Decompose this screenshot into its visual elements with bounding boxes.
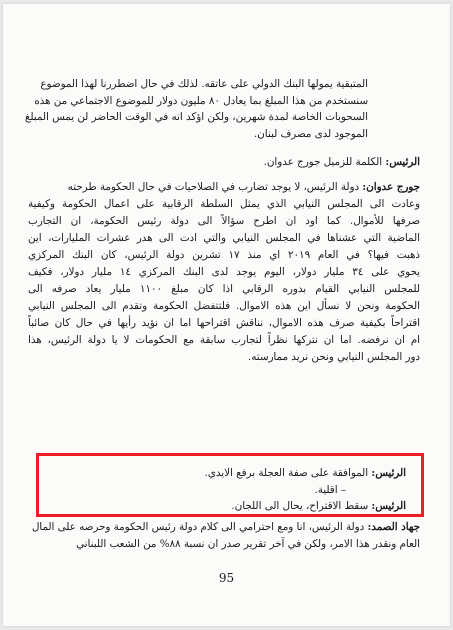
- minority-result: – اقلية.: [314, 483, 346, 496]
- text-line: ام ان نرفضه. اما ان نتركها نظراً لتجارب سابقة مع الحكومات لا يا دولة الرئيس، هذا: [28, 334, 420, 346]
- text-line: الموجود لدى مصرف لبنان.: [253, 127, 368, 140]
- paragraph-intro: [25, 76, 368, 142]
- text-line: السحوبات الخاصة لمدة شهرين، ولكن اؤكد انه في الوقت الحاضر لن يمس المبلغ: [24, 111, 368, 124]
- text-line: وعادت الى المجلس النيابي الذي يمثل السلطة الرقابية على اعمال الحكومة وكيفية: [28, 198, 420, 210]
- speaker-turn-samad: [32, 519, 420, 536]
- spacer: [28, 171, 420, 179]
- speaker-turn-adwan: [28, 179, 420, 196]
- president-turn: [205, 465, 406, 482]
- speaker-label-president: الرئيس:: [385, 156, 420, 168]
- document-page: [3, 4, 450, 626]
- text-line: العام ونقدر هذا الامر، ولكن في آخر تقرير صدر ان نسبة ٨٨% من الشعب اللبناني: [76, 537, 420, 550]
- text-line: دور المجلس النيابي ونحن نريد ممارسته.: [247, 351, 420, 363]
- speech-text: دولة الرئيس، لا يوجد تضارب في الصلاحيات في حال الحكومة طرحته: [67, 181, 360, 193]
- speaker-label-president: الرئيس:: [371, 467, 406, 479]
- speaker-label-president: الرئيس:: [371, 500, 406, 513]
- exchange-adwan: [28, 154, 420, 366]
- speech-text: دولة الرئيس، انا ومع احترامي الى كلام دولة رئيس الحكومة وحرصه على المال: [31, 521, 365, 533]
- text-line: للمجلس النيابي القيام بدوره الرقابي اذا كان مبلغ ١١٠٠ مليار يعاد صرفه الى: [28, 283, 420, 295]
- page-number: 95: [218, 571, 235, 585]
- president-turn: [205, 498, 406, 515]
- text-line: الماضية التي عشناها في المجلس النيابي والتي ادت الى هدر عشرات المليارات، اين: [28, 232, 420, 244]
- speech-text: الموافقة على صفة العجلة برفع الايدي.: [204, 467, 369, 479]
- text-line: الحكومة ونحن لا نسأل اين هذه الاموال. فلتتفضل الحكومة وتقدم الى المجلس النيابي: [28, 300, 420, 312]
- vote-section: [205, 465, 406, 515]
- speaker-label-samad: جهاد الصمد:: [367, 521, 420, 533]
- speech-text: سقط الاقتراح، يحال الى اللجان.: [231, 500, 369, 513]
- text-line: المتبقية يمولها البنك الدولي على عاتقه. لذلك في حال اضطررنا لهذا الموضوع: [40, 78, 368, 90]
- president-turn: [28, 154, 420, 171]
- text-line: يحوي على ٣٤ مليار دولار، اليوم يوجد لدى البنك المركزي ١٤ مليار دولار، فكيف: [28, 266, 421, 278]
- text-line: اقتراحاً بكيفية صرف هذه الاموال، نناقش اقتراحها اما ان نؤيد رأيها في حال كان صائباً: [28, 317, 420, 329]
- speech-text: الكلمة للزميل جورج عدوان.: [263, 156, 383, 168]
- exchange-samad: [32, 519, 420, 552]
- speaker-label-adwan: جورج عدوان:: [362, 181, 420, 193]
- text-line: صرفها للأموال. كما اود ان اطرح سؤالاً الى دولة رئيس الحكومة، ان التجارب: [28, 215, 420, 227]
- text-line: ذهبت فيها؟ في العام ٢٠١٩ اي منذ ١٧ تشرين دولة الرئيس، كان البنك المركزي: [28, 249, 421, 261]
- text-line: سنستخدم من هذا المبلغ بما يعادل ٨٠ مليون دولار للموضوع الاجتماعي من هذه: [34, 94, 368, 107]
